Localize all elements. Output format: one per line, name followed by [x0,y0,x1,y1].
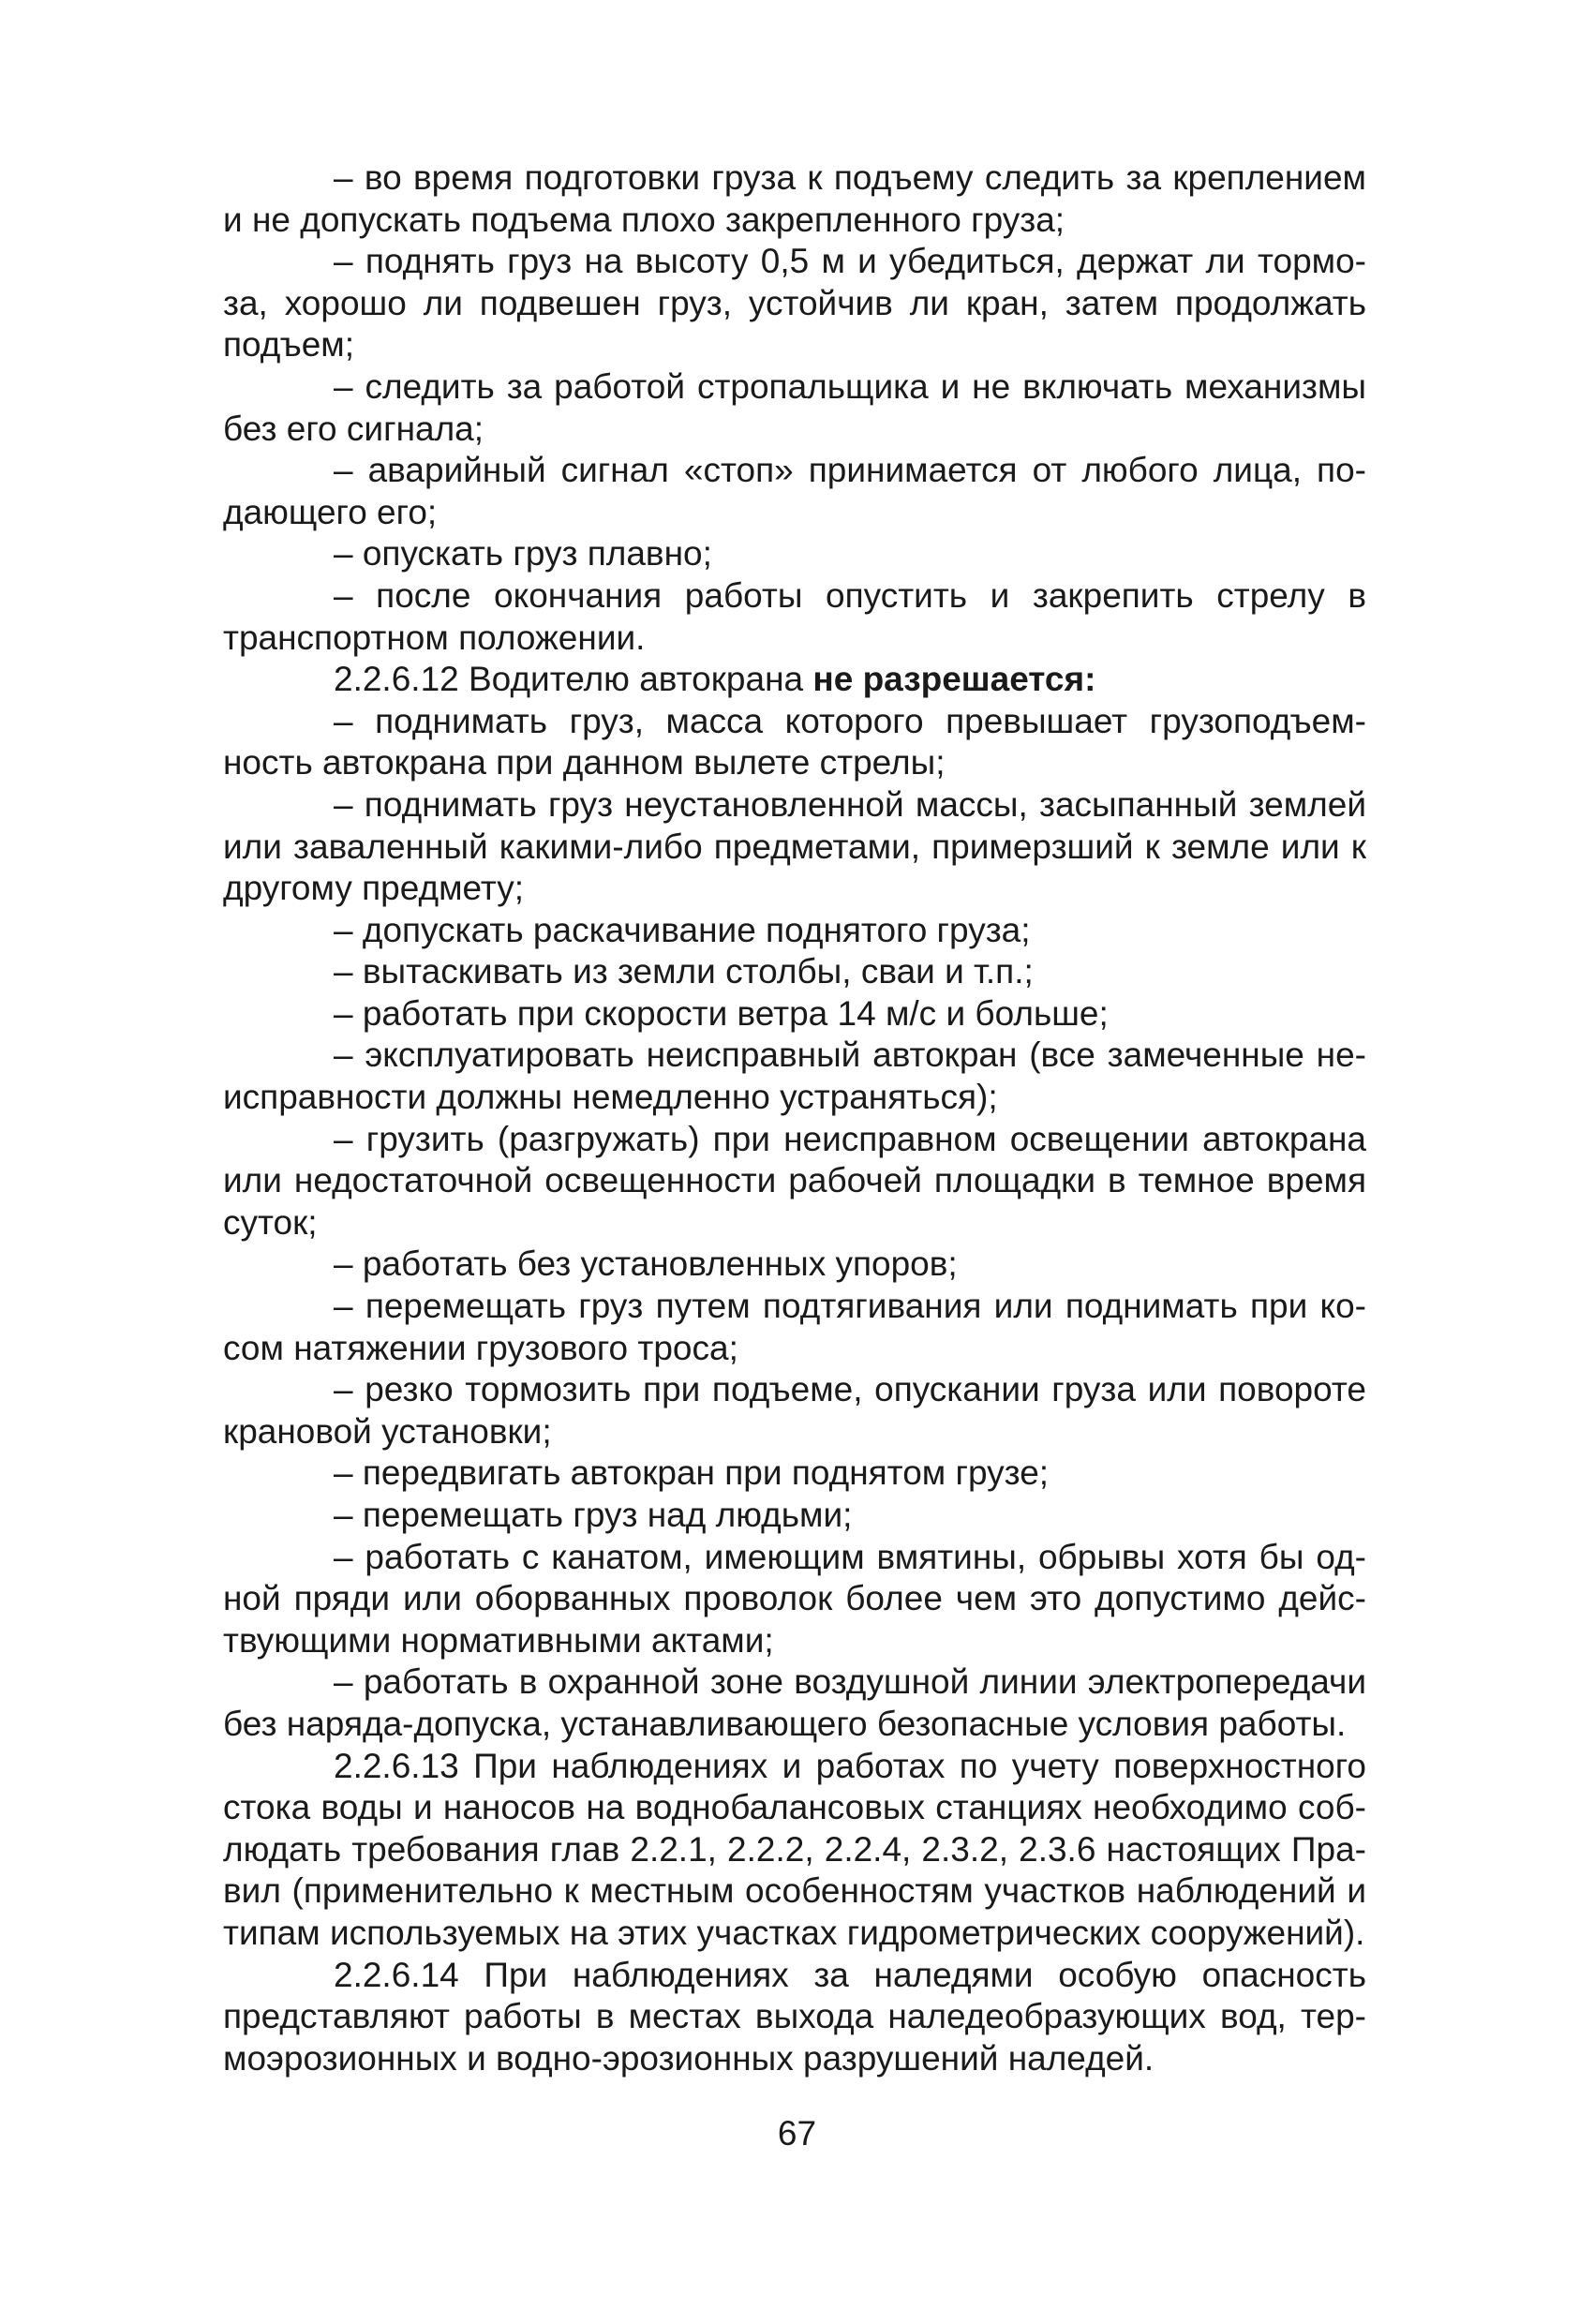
paragraph: – работать без установленных упоров; [334,1244,958,1284]
paragraph: 2.2.6.13 При наблюдениях и работах по учету поверхностного стока воды и наносов на воднобалансовых станциях необходимо соблюдать требования глав 2.2.1, 2.2.2, 2.2.4, 2.3.2, 2.3.6 настоящих Правил (применительно к местным особенностям участков наблюдений и типам используемых на этих участках гидрометрических сооружений). [223,1746,1366,1952]
paragraph: – эксплуатировать неисправный автокран (все замеченные неисправности должны немедленно устраняться); [223,1035,1366,1117]
paragraph: – во время подготовки груза к подъему следить за креплением и не допускать подъема плохо закрепленного груза; [223,158,1366,239]
section-heading-emphasis: не разрешается: [812,660,1096,699]
document-body [223,157,1366,2079]
paragraph: – поднимать груз, масса которого превышает грузоподъемность автокрана при данном вылете стрелы; [223,701,1366,782]
section-heading-text: 2.2.6.12 Водителю автокрана [334,660,813,699]
paragraph: – передвигать автокран при поднятом грузе; [334,1453,1050,1493]
paragraph: – работать в охранной зоне воздушной линии электропередачи без наряда-допуска, устанавливающего безопасные условия работы. [223,1662,1366,1743]
paragraph: – допускать раскачивание поднятого груза; [334,910,1031,949]
paragraph: – опускать груз плавно; [334,534,712,574]
paragraph: – поднять груз на высоту 0,5 м и убедиться, держат ли тормоза, хорошо ли подвешен груз, устойчив ли кран, затем продолжать подъем; [223,242,1366,365]
paragraph: – перемещать груз над людьми; [334,1496,853,1534]
page-number: 67 [777,2114,817,2153]
paragraph: 2.2.6.14 При наблюдениях за наледями особую опасность представляют работы в местах выхода наледеобразующих вод, термоэрозионных и водно-эрозионных разрушений наледей. [223,1955,1366,2078]
paragraph: – следить за работой стропальщика и не включать механизмы без его сигнала; [223,366,1366,448]
paragraph: – после окончания работы опустить и закрепить стрелу в транспортном положении. [223,575,1366,657]
paragraph: – работать при скорости ветра 14 м/с и больше; [334,993,1109,1033]
paragraph: – резко тормозить при подъеме, опускании груза или повороте крановой установки; [223,1370,1366,1451]
paragraph: – работать с канатом, имеющим вмятины, обрывы хотя бы одной пряди или оборванных проволок более чем это допустимо действующими нормативными актами; [223,1537,1366,1660]
paragraph: – аварийный сигнал «стоп» принимается от любого лица, подающего его; [223,451,1366,531]
section-heading-2-2-6-12 [223,659,1366,701]
paragraph: – перемещать груз путем подтягивания или поднимать при косом натяжении грузового троса; [223,1287,1366,1367]
paragraph: – поднимать груз неустановленной массы, засыпанный землей или заваленный какими-либо предметами, примерзший к земле или к другому предмету; [223,784,1366,908]
paragraph: – вытаскивать из земли столбы, сваи и т.п.; [334,952,1034,991]
paragraph: – грузить (разгружать) при неисправном освещении автокрана или недостаточной освещенности рабочей площадки в темное время суток; [223,1119,1366,1242]
